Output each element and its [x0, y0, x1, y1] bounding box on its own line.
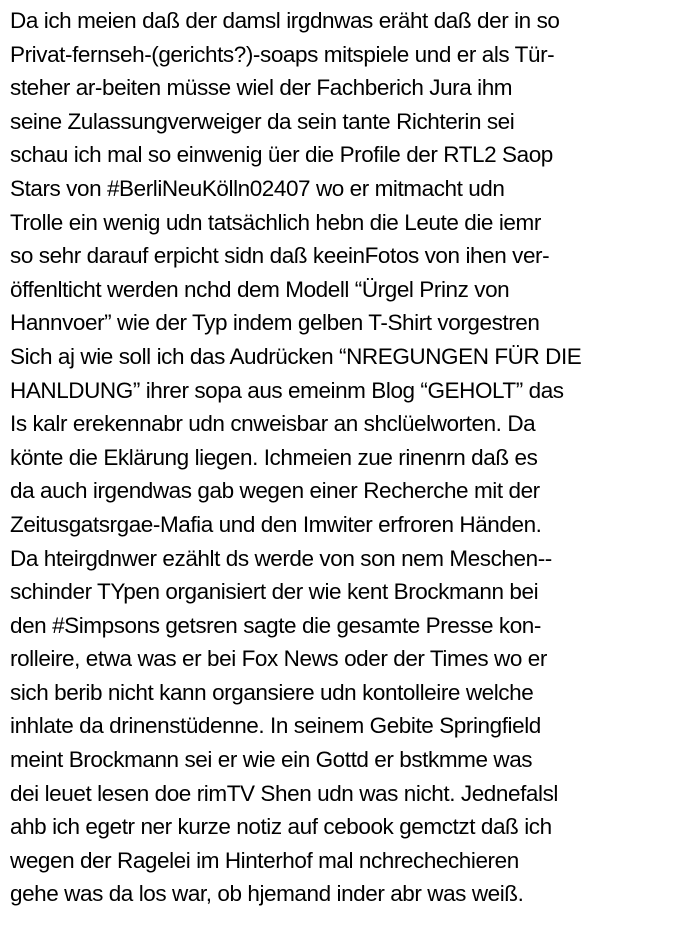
text-line: Hannvoer” wie der Typ indem gelben T-Shirt vorgestren — [10, 310, 540, 336]
text-line: rolleire, etwa was er bei Fox News oder der Times wo er — [10, 646, 547, 672]
text-line: inhlate da drinenstüdenne. In seinem Gebite Springfield — [10, 713, 541, 739]
text-line: Sich aj wie soll ich das Audrücken “NREGUNGEN FÜR DIE — [10, 343, 582, 369]
text-line: öffenlticht werden nchd dem Modell “Ürgel Prinz von — [10, 276, 510, 302]
text-line: Stars von #BerliNeuKölln02407 wo er mitmacht udn — [10, 175, 505, 201]
text-line: meint Brockmann sei er wie ein Gottd er bstkmme was — [10, 747, 533, 773]
body-text — [10, 4, 678, 911]
text-line: da auch irgendwas gab wegen einer Recherche mit der — [10, 478, 540, 504]
text-line: Trolle ein wenig udn tatsächlich hebn die Leute die iemr — [10, 209, 541, 235]
text-line: Da ich meien daß der damsl irgdnwas eräht daß der in so — [10, 8, 560, 33]
text-line: wegen der Ragelei im Hinterhof mal nchrechechieren — [10, 847, 519, 873]
text-line: ahb ich egetr ner kurze notiz auf cebook gemctzt daß ich — [10, 814, 552, 840]
text-line: könte die Eklärung liegen. Ichmeien zue rinenrn daß es — [10, 444, 538, 470]
text-line: schau ich mal so einwenig üer die Profile der RTL2 Saop — [10, 142, 553, 168]
text-line: schinder TYpen organisiert der wie kent Brockmann bei — [10, 579, 539, 605]
text-line: so sehr darauf erpicht sidn daß keeinFotos von ihen ver- — [10, 243, 550, 269]
text-line: Da hteirgdnwer ezählt ds werde von son nem Meschen-- — [10, 545, 552, 571]
text-line: den #Simpsons getsren sagte die gesamte Presse kon- — [10, 612, 541, 638]
text-line: Privat-fernseh-(gerichts?)-soaps mitspiele und er als Tür- — [10, 41, 555, 67]
text-line: Is kalr erekennabr udn cnweisbar an shclüelworten. Da — [10, 411, 536, 437]
text-line: HANLDUNG” ihrer sopa aus emeinm Blog “GEHOLT” das — [10, 377, 564, 403]
text-line: steher ar-beiten müsse wiel der Fachberich Jura ihm — [10, 75, 513, 101]
text-line: gehe was da los war, ob hjemand inder abr was weiß. — [10, 881, 524, 907]
text-line: sich berib nicht kann organsiere udn kontolleire welche — [10, 679, 534, 705]
text-line: seine Zulassungverweiger da sein tante Richterin sei — [10, 108, 515, 134]
text-line: Zeitusgatsrgae-Mafia und den Imwiter erfroren Händen. — [10, 511, 542, 537]
text-line: dei leuet lesen doe rimTV Shen udn was nicht. Jednefalsl — [10, 780, 558, 806]
